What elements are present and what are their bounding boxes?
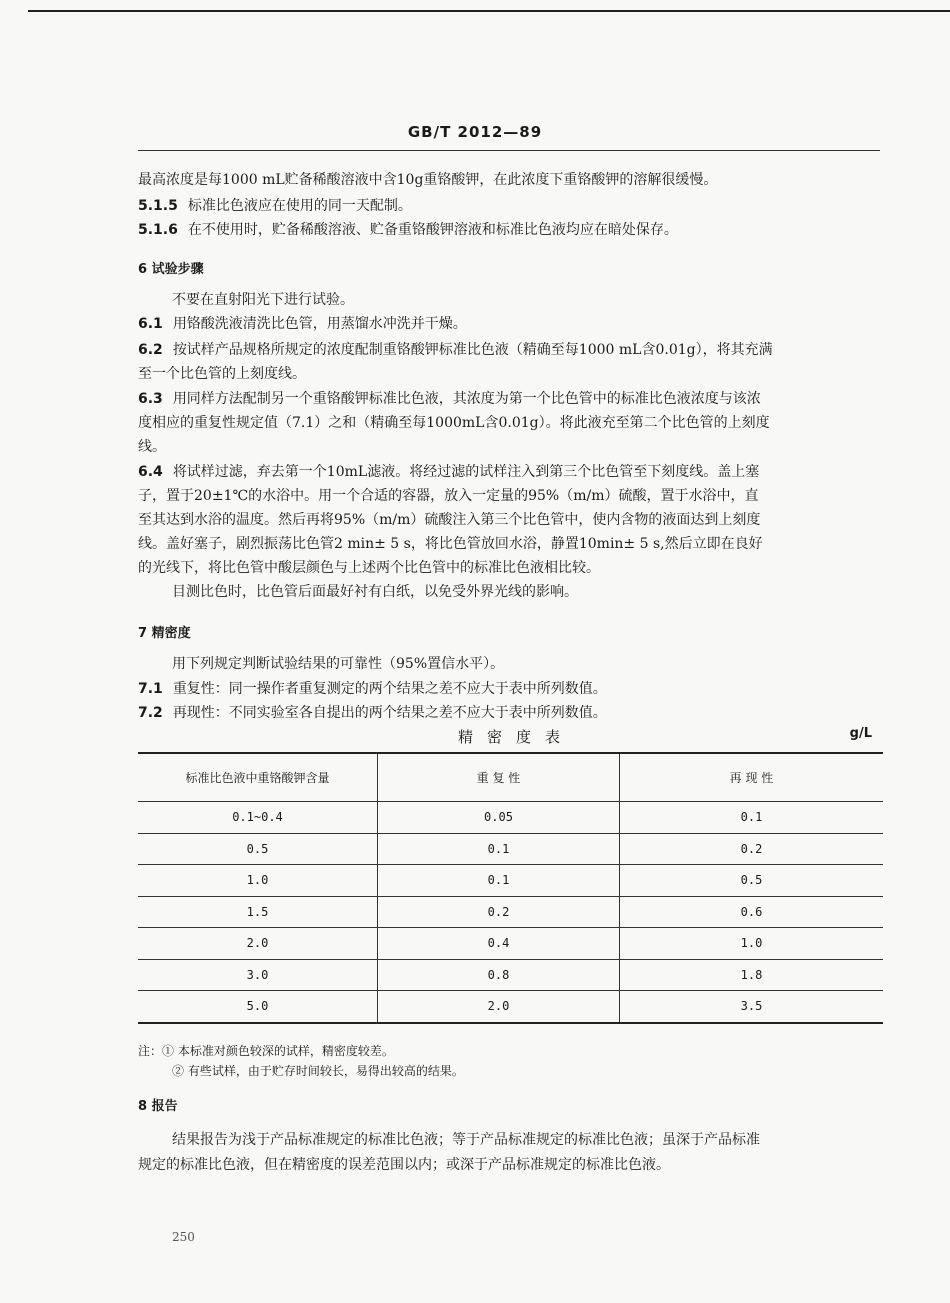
paragraph-line: 线。 [138, 439, 166, 455]
paragraph-line: 度相应的重复性规定值（7.1）之和（精确至每1000mL含0.01g）。将此液充至第二个比色管的上刻度 [138, 415, 770, 431]
table-header-row [138, 753, 883, 802]
clause-text: 标准比色液应在使用的同一天配制。 [187, 198, 412, 214]
table-cell: 2.0 [378, 991, 620, 1023]
section-6-heading: 6 试验步骤 [138, 262, 204, 277]
column-header: 再 现 性 [620, 753, 884, 802]
column-header: 重 复 性 [378, 753, 620, 802]
paragraph-line: 线。盖好塞子，剧烈振荡比色管2 min± 5 s，将比色管放回水浴，静置10min± 5 s,然后立即在良好 [138, 536, 763, 552]
table-cell: 1.0 [620, 928, 884, 960]
clause-5-1-6 [138, 220, 880, 240]
table-cell: 2.0 [138, 928, 378, 960]
table-cell: 1.5 [138, 896, 378, 928]
paragraph-line: 不要在直射阳光下进行试验。 [172, 292, 354, 308]
clause-number: 6.3 [138, 391, 163, 407]
table-cell: 0.5 [138, 833, 378, 865]
section-8-heading: 8 报告 [138, 1099, 178, 1114]
clause-text: 再现性：不同实验室各自提出的两个结果之差不应大于表中所列数值。 [172, 705, 607, 721]
clause-6-1 [138, 314, 880, 334]
table-cell: 0.1 [620, 802, 884, 834]
section-7-heading: 7 精密度 [138, 626, 191, 641]
table-row [138, 991, 883, 1023]
clause-text: 按试样产品规格所规定的浓度配制重铬酸钾标准比色液（精确至每1000 mL含0.01g），将其充满 [172, 342, 773, 358]
paragraph-line: 用下列规定判断试验结果的可靠性（95%置信水平）。 [172, 656, 505, 672]
page-header: GB/T 2012—89 [407, 123, 543, 141]
clause-text: 用铬酸洗液清洗比色管，用蒸馏水冲洗并干燥。 [172, 316, 467, 332]
table-row [138, 865, 883, 897]
table-cell: 0.1~0.4 [138, 802, 378, 834]
table-cell: 0.6 [620, 896, 884, 928]
table-cell: 0.05 [378, 802, 620, 834]
clause-6-2 [138, 340, 880, 360]
paragraph-line: 子，置于20±1℃的水浴中。用一个合适的容器，放入一定量的95%（m/m）硫酸，置于水浴中，直 [138, 488, 759, 504]
clause-number: 6.1 [138, 316, 163, 332]
clause-text: 重复性：同一操作者重复测定的两个结果之差不应大于表中所列数值。 [172, 681, 607, 697]
clause-number: 7.2 [138, 705, 163, 721]
clause-6-4 [138, 462, 880, 482]
paragraph-line: 结果报告为浅于产品标准规定的标准比色液；等于产品标准规定的标准比色液；虽深于产品标准 [172, 1132, 760, 1148]
table-row [138, 833, 883, 865]
table-note: 注：① 本标准对颜色较深的试样，精密度较差。 [138, 1044, 394, 1058]
table-caption [138, 726, 880, 747]
clause-6-3 [138, 389, 880, 409]
table-unit: g/L [849, 726, 872, 741]
clause-number: 7.1 [138, 681, 163, 697]
clause-7-2 [138, 703, 880, 723]
paragraph-line: 最高浓度是每1000 mL贮备稀酸溶液中含10g重铬酸钾，在此浓度下重铬酸钾的溶解很缓慢。 [138, 172, 718, 188]
paragraph-line: 规定的标准比色液，但在精密度的误差范围以内；或深于产品标准规定的标准比色液。 [138, 1157, 670, 1173]
table-cell: 3.0 [138, 959, 378, 991]
table-cell: 0.5 [620, 865, 884, 897]
table-cell: 1.0 [138, 865, 378, 897]
page-number: 250 [172, 1230, 195, 1244]
table-title: 精密度表 [457, 728, 574, 746]
table-cell: 0.4 [378, 928, 620, 960]
paragraph-line: 的光线下，将比色管中酸层颜色与上述两个比色管中的标准比色液相比较。 [138, 560, 600, 576]
table-cell: 5.0 [138, 991, 378, 1023]
paragraph-line: 至其达到水浴的温度。然后再将95%（m/m）硫酸注入第三个比色管中，使内含物的液面达到上刻度 [138, 512, 761, 528]
precision-table [138, 752, 883, 1024]
table-cell: 0.1 [378, 865, 620, 897]
top-rule [28, 10, 950, 12]
table-note: ② 有些试样，由于贮存时间较长，易得出较高的结果。 [172, 1064, 464, 1078]
table-cell: 3.5 [620, 991, 884, 1023]
table-row [138, 928, 883, 960]
clause-text: 在不使用时，贮备稀酸溶液、贮备重铬酸钾溶液和标准比色液均应在暗处保存。 [187, 222, 678, 238]
column-header: 标准比色液中重铬酸钾含量 [138, 753, 378, 802]
clause-5-1-5 [138, 196, 880, 216]
clause-text: 用同样方法配制另一个重铬酸钾标准比色液，其浓度为第一个比色管中的标准比色液浓度与该浓 [172, 391, 761, 407]
table-cell: 0.2 [620, 833, 884, 865]
table-cell: 0.2 [378, 896, 620, 928]
clause-number: 5.1.6 [138, 222, 178, 238]
paragraph-line: 至一个比色管的上刻度线。 [138, 366, 306, 382]
header-rule [138, 150, 880, 151]
clause-number: 6.4 [138, 464, 163, 480]
table-row [138, 802, 883, 834]
clause-7-1 [138, 679, 880, 699]
table-cell: 1.8 [620, 959, 884, 991]
clause-number: 5.1.5 [138, 198, 178, 214]
clause-text: 将试样过滤，弃去第一个10mL滤液。将经过滤的试样注入到第三个比色管至下刻度线。盖上塞 [172, 464, 760, 480]
clause-number: 6.2 [138, 342, 163, 358]
table-cell: 0.8 [378, 959, 620, 991]
table-row [138, 896, 883, 928]
table-cell: 0.1 [378, 833, 620, 865]
paragraph-line: 目测比色时，比色管后面最好衬有白纸，以免受外界光线的影响。 [172, 584, 578, 600]
table-row [138, 959, 883, 991]
